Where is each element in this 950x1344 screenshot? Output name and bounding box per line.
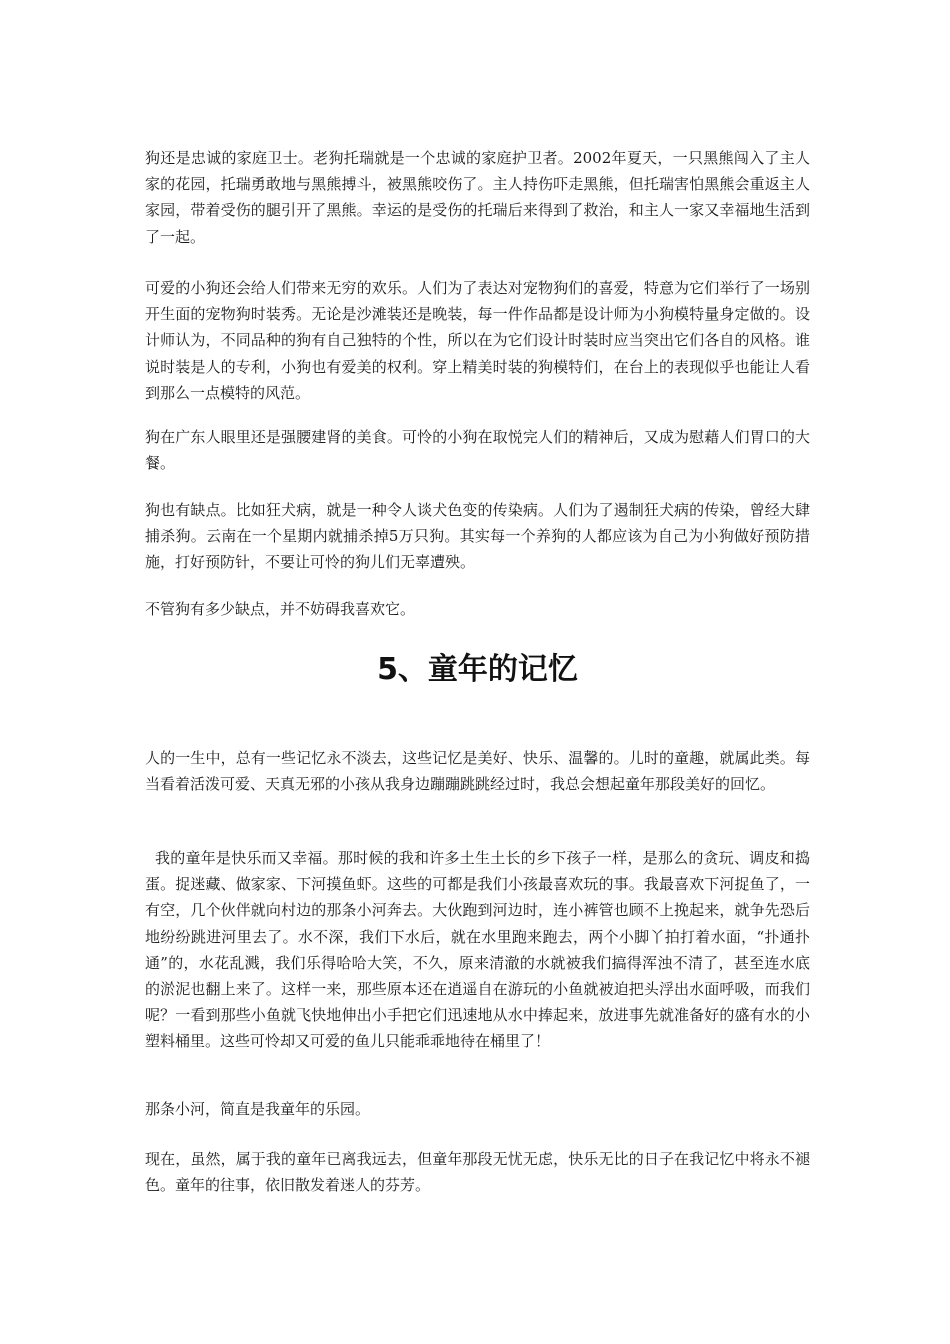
paragraph-loyal-guard: 狗还是忠诚的家庭卫士。老狗托瑞就是一个忠诚的家庭护卫者。2002年夏天，一只黑熊闯入了主人家的花园，托瑞勇敢地与黑熊搏斗，被黑熊咬伤了。主人持伤吓走黑熊，但托瑞害怕黑熊会重返主人家园，带着受伤的腿引开了黑熊。幸运的是受伤的托瑞后来得到了救治，和主人一家又幸福地生活到了一起。: [145, 149, 810, 246]
paragraph-pet-fashion-show: 可爱的小狗还会给人们带来无穷的欢乐。人们为了表达对宠物狗们的喜爱，特意为它们举行了一场别开生面的宠物狗时装秀。无论是沙滩装还是晚装，每一件作品都是设计师为小狗模特量身定做的。设计师认为，不同品种的狗有自己独特的个性，所以在为它们设计时装时应当突出它们各自的风格。谁说时装是人的专利，小狗也有爱美的权利。穿上精美时装的狗模特们，在台上的表现似乎也能让人看到那么一点模特的风范。: [145, 279, 810, 402]
paragraph-little-river: 那条小河，简直是我童年的乐园。: [145, 1100, 371, 1118]
paragraph-still-like-dogs: 不管狗有多少缺点，并不妨碍我喜欢它。: [145, 600, 416, 618]
paragraph-dog-as-food: 狗在广东人眼里还是强腰建肾的美食。可怜的小狗在取悦完人们的精神后，又成为慰藉人们胃口的大餐。: [145, 428, 810, 473]
paragraph-rabies: 狗也有缺点。比如狂犬病，就是一种令人谈犬色变的传染病。人们为了遏制狂犬病的传染，曾经大肆捕杀狗。云南在一个星期内就捕杀掉5万只狗。其实每一个养狗的人都应该为自己为小狗做好预防措施，打好预防针，不要让可怜的狗儿们无辜遭殃。: [145, 501, 810, 572]
paragraph-childhood-intro: 人的一生中，总有一些记忆永不淡去，这些记忆是美好、快乐、温馨的。儿时的童趣，就属此类。每当看着活泼可爱、天真无邪的小孩从我身边蹦蹦跳跳经过时，我总会想起童年那段美好的回忆。: [145, 749, 810, 794]
section-title: 5、童年的记忆: [377, 652, 578, 687]
paragraph-childhood-memory: 现在，虽然，属于我的童年已离我远去，但童年那段无忧无虑，快乐无比的日子在我记忆中将永不褪色。童年的往事，依旧散发着迷人的芬芳。: [145, 1150, 810, 1195]
paragraph-catching-fish: 我的童年是快乐而又幸福。那时候的我和许多土生土长的乡下孩子一样，是那么的贪玩、调皮和捣蛋。捉迷藏、做家家、下河摸鱼虾。这些的可都是我们小孩最喜欢玩的事。我最喜欢下河捉鱼了，一有空，几个伙伴就向村边的那条小河奔去。大伙跑到河边时，连小裤管也顾不上挽起来，就争先恐后地纷纷跳进河里去了。水不深，我们下水后，就在水里跑来跑去，两个小脚丫拍打着水面，“扑通扑通”的，水花乱溅，我们乐得哈哈大笑，不久，原来清澈的水就被我们搞得浑浊不清了，甚至连水底的淤泥也翻上来了。这样一来，那些原本还在逍遥自在游玩的小鱼就被迫把头浮出水面呼吸，而我们呢？一看到那些小鱼就飞快地伸出小手把它们迅速地从水中捧起来，放进事先就准备好的盛有水的小塑料桶里。这些可怜却又可爱的鱼儿只能乖乖地待在桶里了！: [145, 849, 810, 1051]
